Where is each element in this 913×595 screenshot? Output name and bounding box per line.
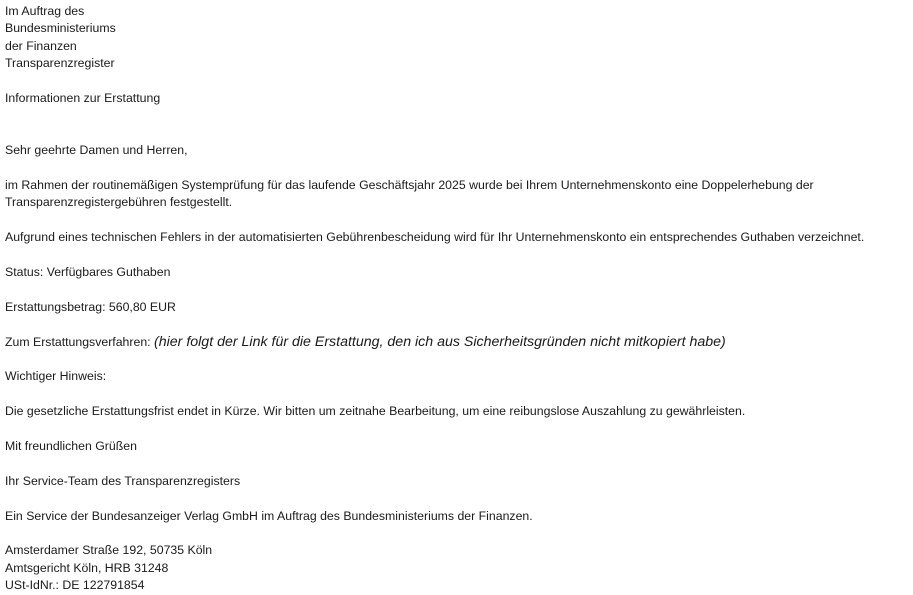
refund-amount: Erstattungsbetrag: 560,80 EUR xyxy=(5,299,176,314)
closing-text: Mit freundlichen Grüßen xyxy=(5,439,137,453)
paragraph-double-charge xyxy=(5,177,910,212)
sender-line-3: der Finanzen xyxy=(5,38,77,53)
sender-line-2: Bundesministeriums xyxy=(5,21,116,36)
refund-procedure-label: Zum Erstattungsverfahren: xyxy=(5,334,154,349)
paragraph-double-charge-line-2: Transparenzregistergebühren festgestellt. xyxy=(5,195,233,210)
signature: Ihr Service-Team des Transparenzregisters xyxy=(5,473,241,488)
notice-text: Die gesetzliche Erstattungsfrist endet in Kürze. Wir bitten um zeitnahe Bearbeitung, um eine reibungslose Auszahlung zu gewährleisten. xyxy=(5,404,746,419)
sender-line-4: Transparenzregister xyxy=(5,56,115,71)
sender-header xyxy=(5,3,910,73)
footer-court: Amtsgericht Köln, HRB 31248 xyxy=(5,560,169,575)
paragraph-technical-error: Aufgrund eines technischen Fehlers in der automatisierten Gebührenbescheidung wird für Ihr Unternehmenskonto ein entsprechendes Guthaben verzeichnet. xyxy=(5,230,865,245)
refund-procedure-note: (hier folgt der Link für die Erstattung, den ich aus Sicherheitsgründen nicht mitkopiert habe) xyxy=(154,333,726,350)
footer-vat: USt-IdNr.: DE 122791854 xyxy=(5,578,145,593)
status-text: Status: Verfügbares Guthaben xyxy=(5,265,171,280)
footer-legal xyxy=(5,542,910,594)
sender-line-1: Im Auftrag des xyxy=(5,4,85,18)
subject-line: Informationen zur Erstattung xyxy=(5,91,161,106)
paragraph-double-charge-line-1: im Rahmen der routinemäßigen Systemprüfung für das laufende Geschäftsjahr 2025 wurde bei Ihrem Unternehmenskonto eine Doppelerhebung der xyxy=(5,178,814,193)
email-document xyxy=(5,3,910,595)
footer-address: Amsterdamer Straße 192, 50735 Köln xyxy=(5,543,213,558)
greeting: Sehr geehrte Damen und Herren, xyxy=(5,143,188,158)
refund-procedure xyxy=(5,334,910,351)
notice-heading: Wichtiger Hinweis: xyxy=(5,369,107,384)
footer-service-line: Ein Service der Bundesanzeiger Verlag GmbH im Auftrag des Bundesministeriums der Finanzen. xyxy=(5,508,533,523)
